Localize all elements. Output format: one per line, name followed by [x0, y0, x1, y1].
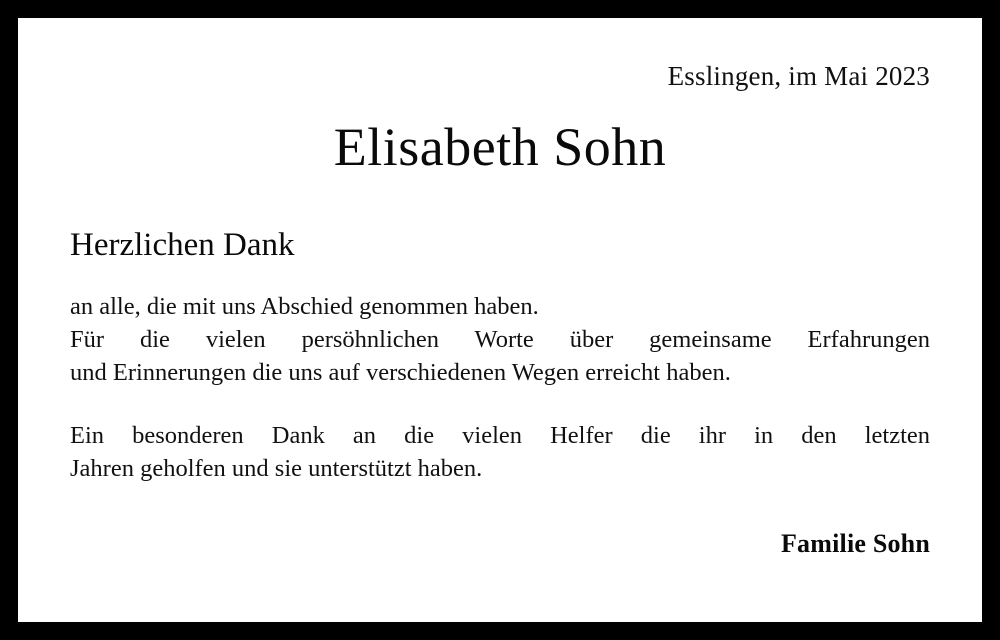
paragraph-two-line-2: Jahren geholfen und sie unterstützt haben. — [70, 455, 483, 483]
thanks-paragraph-one — [70, 290, 930, 389]
signature-family: Familie Sohn — [780, 529, 930, 559]
paragraph-two-line-1: Ein besonderen Dank an die vielen Helfer die ihr in den letzten — [70, 422, 930, 450]
thanks-heading: Herzlichen Dank — [70, 227, 295, 264]
place-and-date: Esslingen, im Mai 2023 — [667, 61, 930, 91]
obituary-card — [18, 18, 982, 622]
paragraph-one-line-3: und Erinnerungen die uns auf verschiedenen Wegen erreicht haben. — [70, 359, 731, 387]
deceased-name: Elisabeth Sohn — [333, 117, 667, 178]
paragraph-one-line-1: an alle, die mit uns Abschied genommen haben. — [70, 293, 539, 321]
paragraph-one-line-2: Für die vielen persöhnlichen Worte über gemeinsame Erfahrungen — [70, 326, 930, 354]
thanks-paragraph-two — [70, 419, 930, 485]
